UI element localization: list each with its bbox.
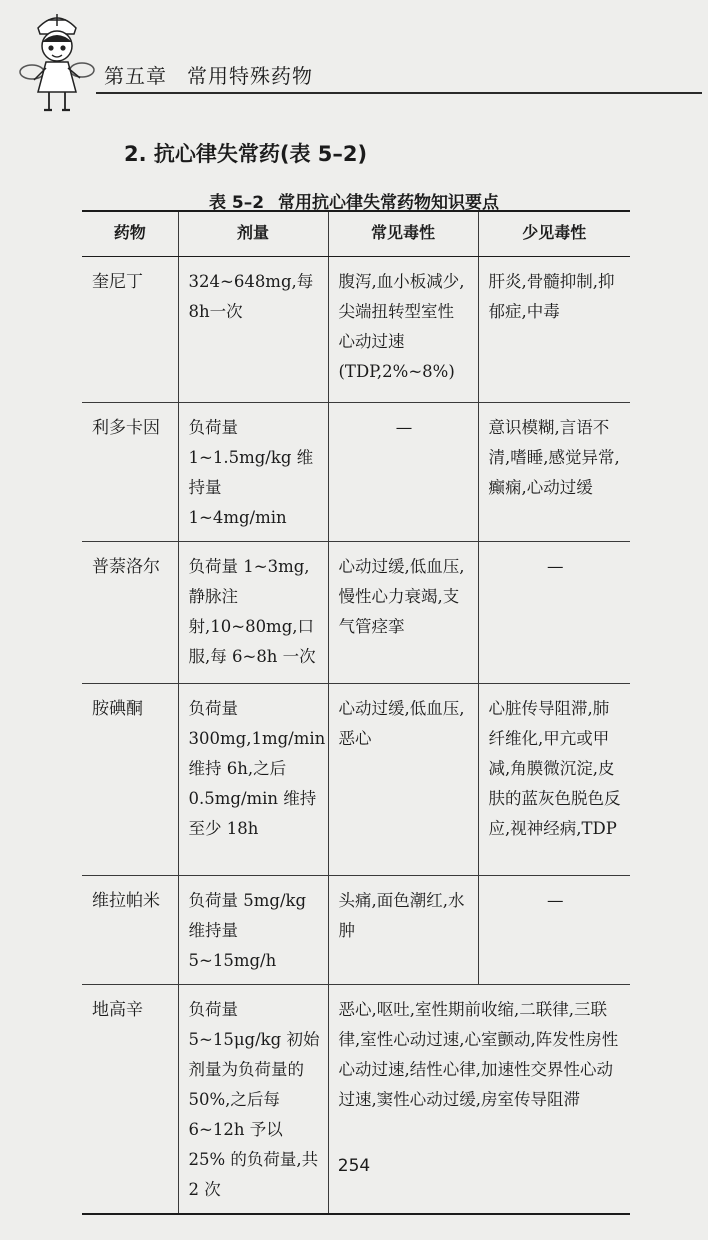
antiarrhythmic-table [82,210,630,1215]
rare-toxicity-cell: — [478,876,630,985]
dose-cell: 负荷量 1~3mg,静脉注射,10~80mg,口服,每 6~8h 一次 [178,542,328,684]
dose-cell: 负荷量 300mg,1mg/min 维持 6h,之后 0.5mg/min 维持至少 18h [178,684,328,876]
section-title: 2. 抗心律失常药(表 5–2) [124,142,368,166]
table-row [82,257,630,403]
chapter-title: 常用特殊药物 [187,64,313,88]
drug-name: 奎尼丁 [82,257,178,403]
header-common-toxicity: 常见毒性 [328,211,478,257]
table-header-row [82,211,630,257]
page-number: 254 [337,1156,371,1176]
header-rare-toxicity: 少见毒性 [478,211,630,257]
dose-cell: 负荷量 1~1.5mg/kg 维持量 1~4mg/min [178,403,328,542]
dose-cell: 负荷量 5~15μg/kg 初始剂量为负荷量的 50%,之后每 6~12h 予以 25% 的负荷量,共 2 次 [178,985,328,1215]
common-toxicity-cell: 头痛,面色潮红,水肿 [328,876,478,985]
common-toxicity-cell: — [328,403,478,542]
nurse-mascot-icon [18,6,96,118]
table-row [82,684,630,876]
common-toxicity-cell: 恶心,呕吐,室性期前收缩,二联律,三联律,室性心动过速,心室颤动,阵发性房性心动过速,结性心律,加速性交界性心动过速,窦性心动过缓,房室传导阻滞 [328,985,630,1215]
rare-toxicity-cell: 意识模糊,言语不清,嗜睡,感觉异常,癫痫,心动过缓 [478,403,630,542]
header-drug: 药物 [82,211,178,257]
dose-cell: 负荷量 5mg/kg 维持量 5~15mg/h [178,876,328,985]
dose-cell: 324~648mg,每8h一次 [178,257,328,403]
header-rule [96,92,702,94]
drug-name: 利多卡因 [82,403,178,542]
drug-name: 胺碘酮 [82,684,178,876]
table-row [82,985,630,1215]
table-row [82,403,630,542]
chapter-number: 第五章 [104,64,167,88]
table-row [82,876,630,985]
rare-toxicity-cell: — [478,542,630,684]
drug-name: 普萘洛尔 [82,542,178,684]
header-dose: 剂量 [178,211,328,257]
rare-toxicity-cell: 心脏传导阻滞,肺纤维化,甲亢或甲减,角膜微沉淀,皮肤的蓝灰色脱色反应,视神经病,TDP [478,684,630,876]
chapter-header [104,60,313,89]
common-toxicity-cell: 腹泻,血小板减少,尖端扭转型室性心动过速(TDP,2%~8%) [328,257,478,403]
common-toxicity-cell: 心动过缓,低血压,恶心 [328,684,478,876]
drug-name: 维拉帕米 [82,876,178,985]
table-caption-number: 表 5–2 [208,193,265,213]
rare-toxicity-cell: 肝炎,骨髓抑制,抑郁症,中毒 [478,257,630,403]
common-toxicity-cell: 心动过缓,低血压,慢性心力衰竭,支气管痉挛 [328,542,478,684]
table-row [82,542,630,684]
drug-name: 地高辛 [82,985,178,1215]
table-caption-title: 常用抗心律失常药物知识要点 [278,193,500,213]
